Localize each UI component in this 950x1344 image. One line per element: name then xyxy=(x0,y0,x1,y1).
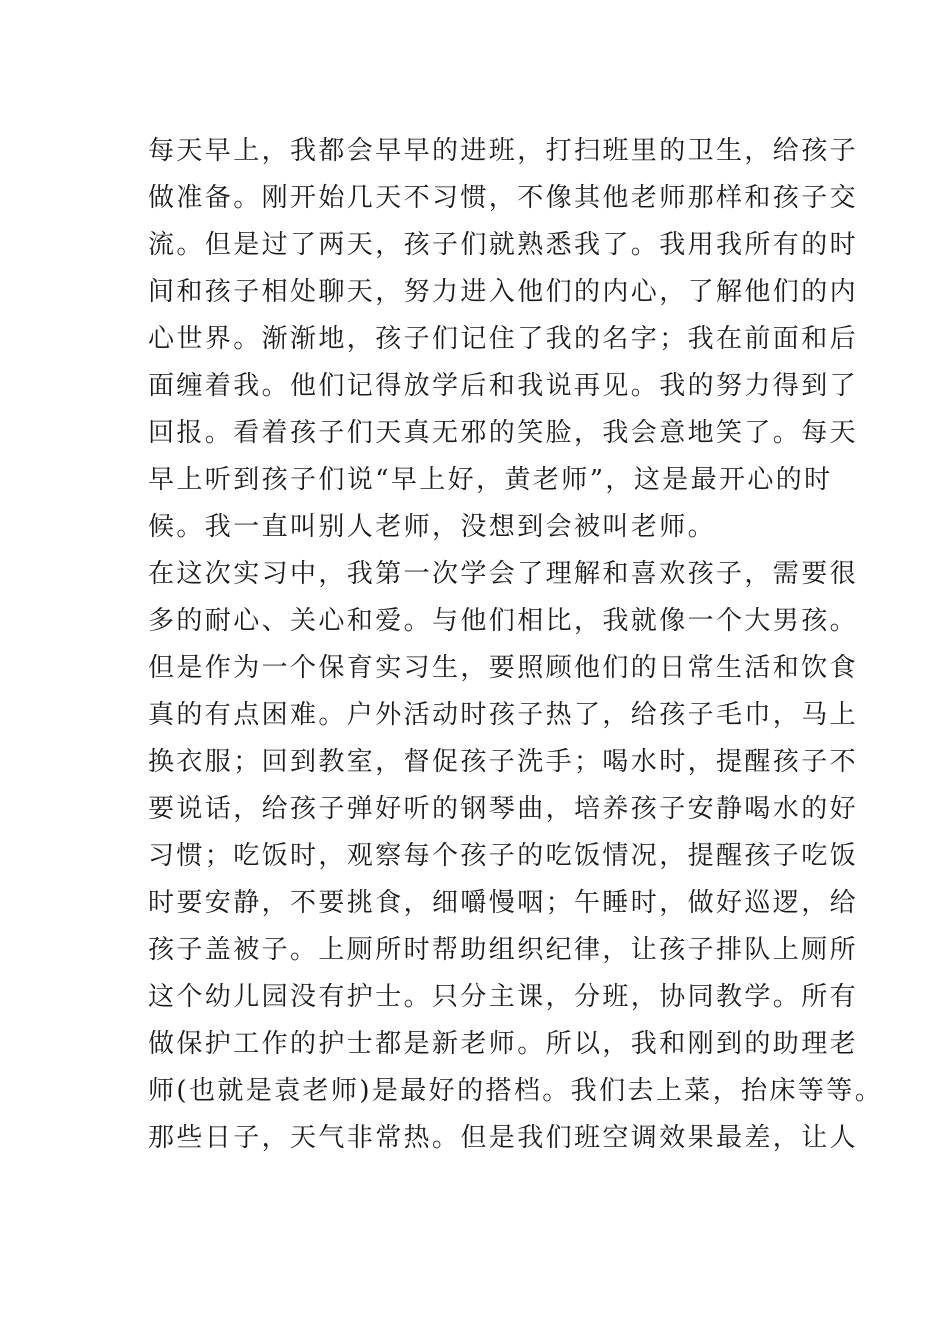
text-line: 但是作为一个保育实习生，要照顾他们的日常生活和饮食 xyxy=(148,653,859,683)
text-line: 面缠着我。他们记得放学后和我说再见。我的努力得到了 xyxy=(148,371,859,401)
text-line: 要说话，给孩子弹好听的钢琴曲，培养孩子安静喝水的好 xyxy=(148,794,859,824)
text-line: 时要安静，不要挑食，细嚼慢咽；午睡时，做好巡逻，给 xyxy=(148,888,859,918)
text-line: 每天早上，我都会早早的进班，打扫班里的卫生，给孩子 xyxy=(148,136,859,166)
text-line: 真的有点困难。户外活动时孩子热了，给孩子毛巾，马上 xyxy=(148,700,859,730)
body-text xyxy=(148,128,884,1162)
text-line: 做保护工作的护士都是新老师。所以，我和刚到的助理老 xyxy=(148,1029,859,1059)
text-line: 回报。看着孩子们天真无邪的笑脸，我会意地笑了。每天 xyxy=(148,418,859,448)
text-line: 流。但是过了两天，孩子们就熟悉我了。我用我所有的时 xyxy=(148,230,859,260)
text-line: 师(也就是袁老师)是最好的搭档。我们去上菜，抬床等等。 xyxy=(148,1076,884,1106)
text-line: 心世界。渐渐地，孩子们记住了我的名字；我在前面和后 xyxy=(148,324,859,354)
text-line: 这个幼儿园没有护士。只分主课，分班，协同教学。所有 xyxy=(148,982,859,1012)
text-line: 习惯；吃饭时，观察每个孩子的吃饭情况，提醒孩子吃饭 xyxy=(148,841,859,871)
text-line: 孩子盖被子。上厕所时帮助组织纪律，让孩子排队上厕所 xyxy=(148,935,859,965)
text-line: 间和孩子相处聊天，努力进入他们的内心，了解他们的内 xyxy=(148,277,859,307)
text-line: 做准备。刚开始几天不习惯，不像其他老师那样和孩子交 xyxy=(148,183,859,213)
text-line: 多的耐心、关心和爱。与他们相比，我就像一个大男孩。 xyxy=(148,606,859,636)
text-line: 那些日子，天气非常热。但是我们班空调效果最差，让人 xyxy=(148,1123,859,1153)
text-line: 换衣服；回到教室，督促孩子洗手；喝水时，提醒孩子不 xyxy=(148,747,859,777)
text-line: 在这次实习中，我第一次学会了理解和喜欢孩子，需要很 xyxy=(148,559,859,589)
text-line: 候。我一直叫别人老师，没想到会被叫老师。 xyxy=(148,512,717,542)
text-line: 早上听到孩子们说“早上好，黄老师”，这是最开心的时 xyxy=(148,465,833,495)
